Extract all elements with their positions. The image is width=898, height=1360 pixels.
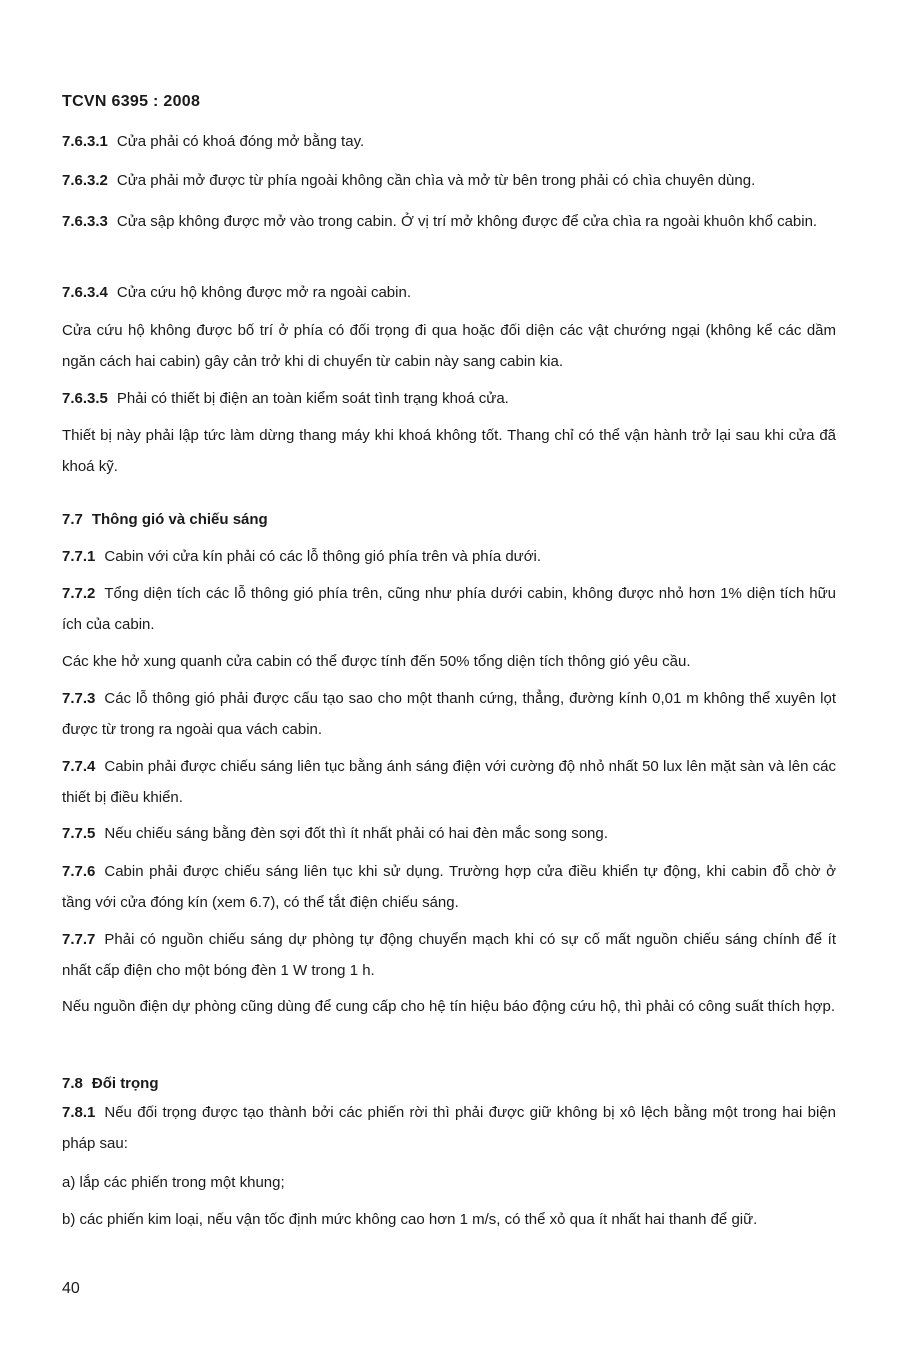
clause-number: 7.7.2: [62, 585, 96, 602]
paragraph-text: Các khe hở xung quanh cửa cabin có thể được tính đến 50% tổng diện tích thông gió yêu cầu.: [62, 653, 691, 670]
list-item-text: b) các phiến kim loại, nếu vận tốc định mức không cao hơn 1 m/s, có thể xỏ qua ít nhất hai thanh để giữ.: [62, 1211, 758, 1228]
clause-number: 7.8.1: [62, 1104, 96, 1121]
clause-text: Cửa phải có khoá đóng mở bằng tay.: [116, 133, 365, 150]
paragraph: [62, 646, 836, 677]
clause-number: 7.7.5: [62, 825, 96, 842]
clause-7-7-2: [62, 578, 836, 640]
clause-7-6-3-3: [62, 206, 836, 237]
clause-7-6-3-2: [62, 165, 836, 196]
clause-text: Cabin phải được chiếu sáng liên tục khi sử dụng. Trường hợp cửa điều khiển tự động, khi cabin đỗ chờ ở tầng với cửa đóng kín (xem 6.7), có thể tắt điện chiếu sáng.: [62, 863, 836, 911]
clause-text: Cabin với cửa kín phải có các lỗ thông gió phía trên và phía dưới.: [104, 548, 542, 565]
paragraph: [62, 420, 836, 482]
clause-number: 7.6.3.2: [62, 172, 108, 189]
paragraph: [62, 315, 836, 377]
clause-text: Nếu đối trọng được tạo thành bởi các phiến rời thì phải được giữ không bị xô lệch bằng một trong hai biện pháp sau:: [62, 1104, 836, 1152]
clause-text: Phải có nguồn chiếu sáng dự phòng tự động chuyển mạch khi có sự cố mất nguồn chiếu sáng chính để ít nhất cấp điện cho một bóng đèn 1 W trong 1 h.: [62, 931, 836, 979]
paragraph-text: Cửa cứu hộ không được bố trí ở phía có đối trọng đi qua hoặc đối diện các vật chướng ngại (không kể các dầm ngăn cách hai cabin) gây cản trở khi di chuyển từ cabin này sang cabin kia.: [62, 322, 836, 370]
section-number: 7.8: [62, 1075, 83, 1092]
section-title: Thông gió và chiếu sáng: [91, 511, 268, 528]
section-number: 7.7: [62, 511, 83, 528]
clause-number: 7.6.3.5: [62, 390, 108, 407]
clause-text: Phải có thiết bị điện an toàn kiểm soát tình trạng khoá cửa.: [116, 390, 509, 407]
section-title: Đối trọng: [91, 1075, 159, 1092]
paragraph-text: Thiết bị này phải lập tức làm dừng thang máy khi khoá không tốt. Thang chỉ có thể vận hành trở lại sau khi cửa đã khoá kỹ.: [62, 427, 836, 475]
clause-7-7-4: [62, 751, 836, 813]
page-number: 40: [62, 1280, 80, 1297]
clause-7-6-3-5: [62, 383, 836, 414]
clause-number: 7.7.1: [62, 548, 96, 565]
clause-number: 7.6.3.1: [62, 133, 108, 150]
clause-7-6-3-4: [62, 277, 836, 308]
clause-number: 7.7.6: [62, 863, 96, 880]
clause-7-7-6: [62, 856, 836, 918]
clause-number: 7.7.3: [62, 690, 96, 707]
paragraph: [62, 991, 836, 1022]
paragraph-text: Nếu nguồn điện dự phòng cũng dùng để cung cấp cho hệ tín hiệu báo động cứu hộ, thì phải có công suất thích hợp.: [62, 998, 835, 1015]
clause-number: 7.7.7: [62, 931, 96, 948]
clause-7-7-1: [62, 541, 836, 572]
clause-text: Tổng diện tích các lỗ thông gió phía trên, cũng như phía dưới cabin, không được nhỏ hơn 1% diện tích hữu ích của cabin.: [62, 585, 836, 633]
clause-text: Các lỗ thông gió phải được cấu tạo sao cho một thanh cứng, thẳng, đường kính 0,01 m không thể xuyên lọt được từ trong ra ngoài qua vách cabin.: [62, 690, 836, 738]
clause-7-7-3: [62, 683, 836, 745]
clause-text: Cửa sập không được mở vào trong cabin. Ở vị trí mở không được để cửa chìa ra ngoài khuôn khổ cabin.: [116, 213, 818, 230]
clause-7-8-1: [62, 1097, 836, 1159]
clause-number: 7.6.3.4: [62, 284, 108, 301]
section-heading-7-7: [62, 504, 268, 535]
list-item-b: [62, 1204, 836, 1235]
clause-7-6-3-1: [62, 126, 836, 157]
list-item-a: [62, 1167, 836, 1198]
clause-text: Cửa cứu hộ không được mở ra ngoài cabin.: [116, 284, 411, 301]
clause-text: Cửa phải mở được từ phía ngoài không cần chìa và mở từ bên trong phải có chìa chuyên dùng.: [116, 172, 756, 189]
clause-number: 7.7.4: [62, 758, 96, 775]
clause-7-7-5: [62, 818, 836, 849]
clause-7-7-7: [62, 924, 836, 986]
document-header: TCVN 6395 : 2008: [62, 93, 201, 110]
clause-text: Cabin phải được chiếu sáng liên tục bằng ánh sáng điện với cường độ nhỏ nhất 50 lux lên mặt sàn và lên các thiết bị điều khiển.: [62, 758, 836, 806]
list-item-text: a) lắp các phiến trong một khung;: [62, 1174, 285, 1191]
clause-number: 7.6.3.3: [62, 213, 108, 230]
clause-text: Nếu chiếu sáng bằng đèn sợi đốt thì ít nhất phải có hai đèn mắc song song.: [104, 825, 608, 842]
section-heading-7-8: [62, 1068, 159, 1099]
